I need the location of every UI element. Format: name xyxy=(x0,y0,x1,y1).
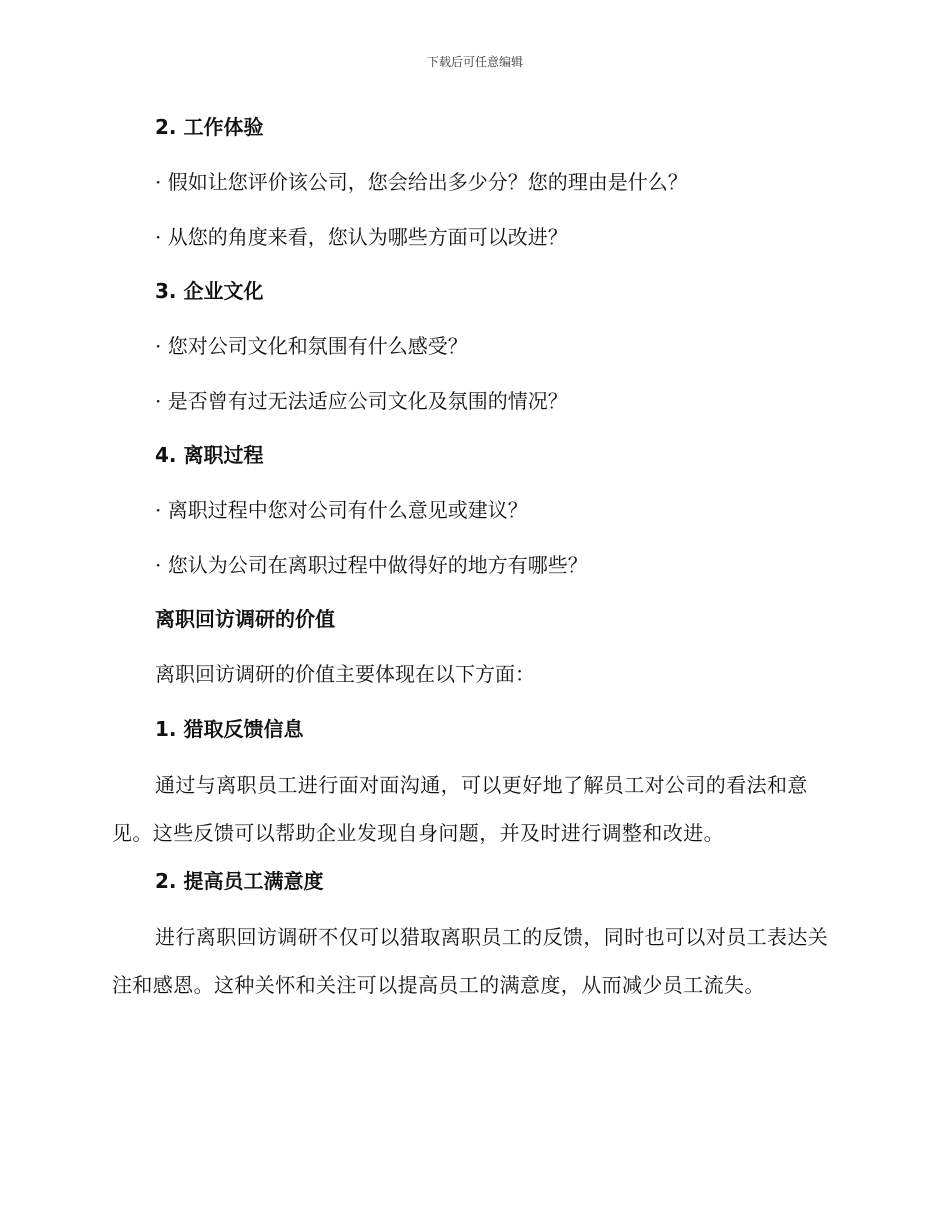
body-paragraph: 通过与离职员工进行面对面沟通，可以更好地了解员工对公司的看法和意见。这些反馈可以帮助企业发现自身问题，并及时进行调整和改进。 xyxy=(112,773,808,845)
subheading-feedback: 1. 猎取反馈信息 xyxy=(155,717,304,741)
bullet-item: · 假如让您评价该公司，您会给出多少分？您的理由是什么？ xyxy=(155,170,688,194)
bullet-item: · 离职过程中您对公司有什么意见或建议？ xyxy=(155,498,528,522)
bullet-item: · 从您的角度来看，您认为哪些方面可以改进？ xyxy=(155,225,568,249)
page-header: 下载后可任意编辑 xyxy=(426,55,523,69)
subheading-satisfaction: 2. 提高员工满意度 xyxy=(155,869,324,893)
section-heading-work-experience: 2. 工作体验 xyxy=(155,115,264,139)
bullet-item: · 是否曾有过无法适应公司文化及氛围的情况？ xyxy=(155,389,568,413)
section-heading-resignation-process: 4. 离职过程 xyxy=(155,443,264,467)
intro-paragraph: 离职回访调研的价值主要体现在以下方面： xyxy=(155,662,535,686)
section-heading-corporate-culture: 3. 企业文化 xyxy=(155,279,264,303)
body-paragraph: 进行离职回访调研不仅可以猎取离职员工的反馈，同时也可以对员工表达关注和感恩。这种关怀和关注可以提高员工的满意度，从而减少员工流失。 xyxy=(112,925,829,997)
section-heading-value: 离职回访调研的价值 xyxy=(155,607,335,631)
bullet-item: · 您认为公司在离职过程中做得好的地方有哪些？ xyxy=(155,553,588,577)
bullet-item: · 您对公司文化和氛围有什么感受？ xyxy=(155,334,468,358)
